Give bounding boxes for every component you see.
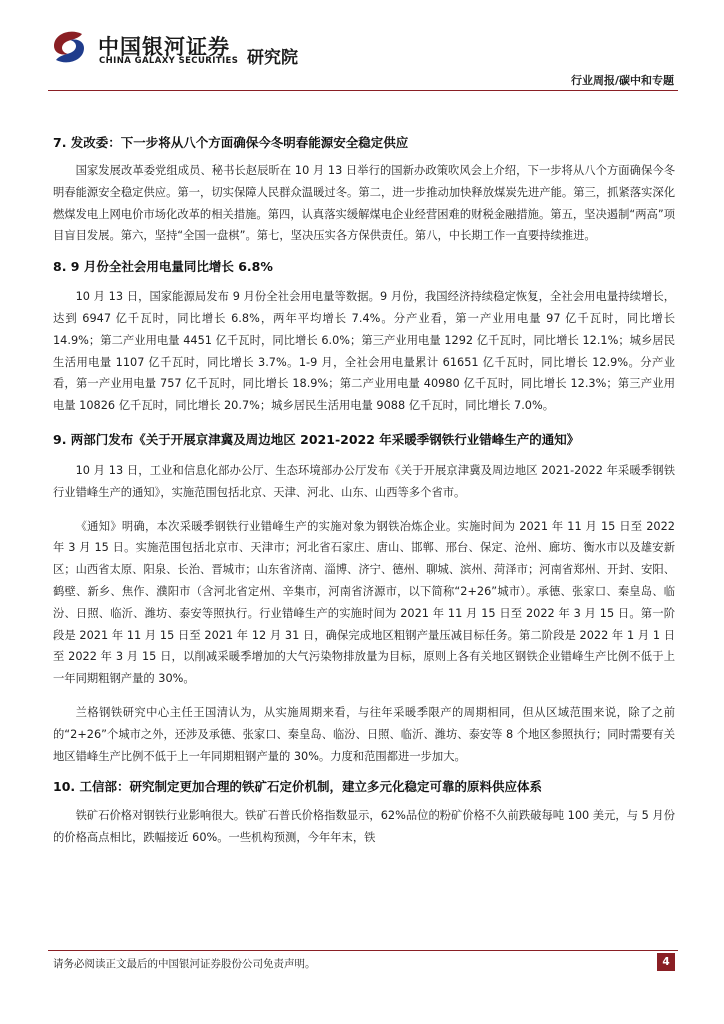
brand-name-en: CHINA GALAXY SECURITIES — [99, 56, 239, 66]
section-8-paragraph: 10 月 13 日，国家能源局发布 9 月份全社会用电量等数据。9 月份，我国经济持续稳定恢复，全社会用电量持续增长，达到 6947 亿千瓦时，同比增长 6.8%，两年平均增长 7.4%。分产业看，第一产业用电量 97 亿千瓦时，同比增长 14.9%；第二产业用电量 4451 亿千瓦时，同比增长 6.0%；第三产业用电量 1292 亿千瓦时，同比增长 12.1%；城乡居民生活用电量 1107 亿千瓦时，同比增长 3.7%。1-9 月，全社会用电量累计 61651 亿千瓦时，同比增长 12.9%。分产业看，第一产业用电量 757 亿千瓦时，同比增长 18.9%；第二产业用电量 40980 亿千瓦时，同比增长 12.3%；第三产业用电量 10826 亿千瓦时，同比增长 20.7%；城乡居民生活用电量 9088 亿千瓦时，同比增长 7.0%。 — [53, 290, 675, 413]
footer-divider — [48, 950, 678, 951]
main-content — [53, 133, 675, 849]
section-7 — [53, 133, 675, 247]
institute-name: 研究院 — [247, 48, 298, 68]
section-9-paragraph-3: 兰格钢铁研究中心主任王国清认为，从实施周期来看，与往年采暖季限产的周期相同，但从区域范围来说，除了之前的“2+26”个城市之外，还涉及承德、张家口、秦皇岛、临汾、日照、临沂、潍坊、泰安等 8 个地区参照执行；同时需要有关地区错峰生产比例不低于上一年同期粗钢产量的 30%。力度和范围都进一步加大。 — [53, 705, 675, 763]
section-9-title: 9. 两部门发布《关于开展京津冀及周边地区 2021-2022 年采暖季钢铁行业错峰生产的通知》 — [53, 431, 580, 447]
section-8 — [53, 257, 675, 417]
brand-name-cn: 中国银河证券 — [98, 35, 230, 59]
page-header — [0, 0, 724, 95]
section-8-title: 8. 9 月份全社会用电量同比增长 6.8% — [53, 259, 273, 275]
galaxy-logo-icon — [48, 26, 90, 68]
header-divider — [48, 90, 678, 91]
section-9 — [53, 430, 675, 767]
page-number: 4 — [657, 953, 675, 971]
section-7-paragraph: 国家发展改革委党组成员、秘书长赵辰昕在 10 月 13 日举行的国新办政策吹风会上介绍，下一步将从八个方面确保今冬明春能源安全稳定供应。第一，切实保障人民群众温暖过冬。第二，进一步推动加快释放煤炭先进产能。第三，抓紧落实深化燃煤发电上网电价市场化改革的相关措施。第四，认真落实缓解煤电企业经营困难的财税金融措施。第五，坚决遏制“两高”项目盲目发展。第六，坚持“全国一盘棋”。第七，坚决压实各方保供责任。第八，中长期工作一直要持续推进。 — [53, 164, 675, 243]
section-9-paragraph-1: 10 月 13 日，工业和信息化部办公厅、生态环境部办公厅发布《关于开展京津冀及周边地区 2021-2022 年采暖季钢铁行业错峰生产的通知》，实施范围包括北京、天津、河北、山东、山西等多个省市。 — [53, 463, 675, 499]
section-9-paragraph-2: 《通知》明确，本次采暖季钢铁行业错峰生产的实施对象为钢铁冶炼企业。实施时间为 2021 年 11 月 15 日至 2022 年 3 月 15 日。实施范围包括北京市、天津市；河北省石家庄、唐山、邯郸、邢台、保定、沧州、廊坊、衡水市以及雄安新区；山西省太原、阳泉、长治、晋城市；山东省济南、淄博、济宁、德州、聊城、滨州、菏泽市；河南省郑州、开封、安阳、鹤壁、新乡、焦作、濮阳市（含河北省定州、辛集市，河南省济源市，以下简称“2+26”城市）。承德、张家口、秦皇岛、临汾、日照、临沂、潍坊、泰安等照执行。行业错峰生产的实施时间为 2021 年 11 月 15 日至 2022 年 3 月 15 日。第一阶段是 2021 年 11 月 15 日至 2021 年 12 月 31 日，确保完成地区粗钢产量压减目标任务。第二阶段是 2022 年 1 月 1 日至 2022 年 3 月 15 日，以削减采暖季增加的大气污染物排放量为目标，原则上各有关地区钢铁企业错峰生产比例不低于上一年同期粗钢产量的 30%。 — [53, 519, 675, 686]
section-10-title: 10. 工信部：研究制定更加合理的铁矿石定价机制，建立多元化稳定可靠的原料供应体系 — [53, 779, 542, 795]
section-10 — [53, 777, 675, 849]
footer-disclaimer: 请务必阅读正文最后的中国银河证券股份公司免责声明。 — [53, 958, 316, 970]
report-type: 行业周报/碳中和专题 — [570, 74, 674, 87]
section-10-paragraph: 铁矿石价格对钢铁行业影响很大。铁矿石普氏价格指数显示，62%品位的粉矿价格不久前跌破每吨 100 美元，与 5 月份的价格高点相比，跌幅接近 60%。一些机构预测，今年年末，铁 — [53, 809, 675, 845]
section-7-title: 7. 发改委：下一步将从八个方面确保今冬明春能源安全稳定供应 — [53, 135, 409, 150]
